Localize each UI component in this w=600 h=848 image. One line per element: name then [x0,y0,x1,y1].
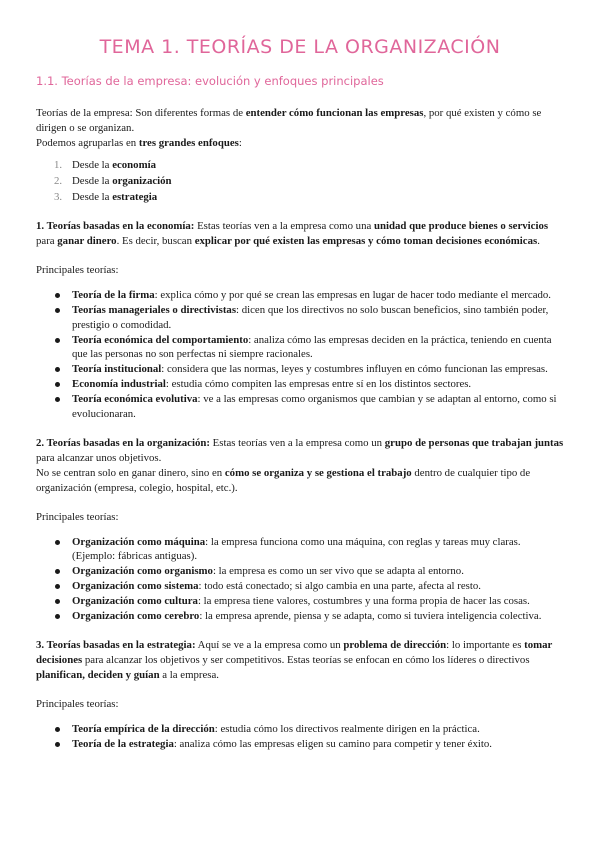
list-item [72,392,564,421]
document-body [36,106,564,752]
enfoque-text: Desde la [72,191,113,203]
list-item [72,303,564,332]
section-text: . [537,235,540,247]
enfoque-text: Desde la [72,175,113,187]
section-bold: tomar decisiones [36,639,553,667]
section3-theories-list [36,722,564,752]
theory-desc: : considera que las normas, leyes y costumbres influyen en cómo funcionan las empresas. [161,363,548,376]
page-title: TEMA 1. TEORÍAS DE LA ORGANIZACIÓN [99,36,501,58]
section-text: Aquí se ve a la empresa como un [195,639,344,652]
intro-text: Podemos agruparlas en [36,137,139,149]
section-text: Estas teorías ven a la empresa como un [209,436,385,449]
intro-paragraph [36,106,564,136]
section-text: . Es decir, buscan [116,235,195,247]
list-item [72,737,564,752]
enfoque-item [54,189,564,205]
theory-name: Teoría empírica de la dirección [72,723,215,736]
list-item [72,594,564,609]
list-item [72,579,564,594]
list-item [72,288,564,303]
section1-theories-list [36,288,564,421]
section-bold: grupo de personas que trabajan juntas [384,436,564,449]
section-subtitle: 1.1. Teorías de la empresa: evolución y enfoques principales [36,74,384,88]
section-bold: explicar por qué existen las empresas y cómo toman decisiones económicas [194,235,538,247]
list-item [72,362,564,377]
theory-name: Teoría económica evolutiva [72,393,198,406]
list-item [72,377,564,392]
theory-desc: : la empresa aprende, piensa y se adapta, como si tuviera inteligencia colectiva. [199,610,542,623]
section-text: Estas teorías ven a la empresa como una [194,220,374,232]
section2-paragraph-2 [36,466,564,496]
intro-paragraph [36,136,564,151]
theory-name: Organización como cultura [72,595,198,608]
section-text: para alcanzar los objetivos y ser competitivos. Estas teorías se enfocan en cómo los líderes o directivos [82,654,530,667]
enfoque-item [54,157,564,173]
section-bold: ganar dinero [57,235,117,247]
list-number: 2. [54,175,63,187]
section-text: para [36,235,58,247]
theory-desc: : analiza cómo las empresas deciden en la práctica, teniendo en cuenta que las personas no son perfectas ni siempre racionales. [72,333,552,361]
section1-paragraph [36,219,564,249]
theory-name: Organización como cerebro [72,610,200,623]
theory-desc: : ve a las empresas como organismos que cambian y se adaptan al entorno, como si evolucionaran. [72,393,557,420]
theory-desc: : estudia cómo compiten las empresas entre sí en los distintos sectores. [165,378,472,391]
theory-desc: : dicen que los directivos no solo buscan beneficios, sino también poder, prestigio o comodidad. [72,303,549,331]
section1-heading: 1. Teorías basadas en la economía: [36,220,195,232]
section-text: para alcanzar unos objetivos. [36,451,162,464]
enfoque-bold: estrategia [112,191,158,203]
section-bold: planifican, deciden y guían [36,669,160,682]
intro-text: : [238,137,242,149]
intro-bold: entender cómo funcionan las empresas [245,107,424,119]
section-text: : lo importante es [446,639,525,652]
section-text: a la empresa. [159,669,219,682]
theory-name: Teoría de la firma [72,289,155,301]
list-item [72,564,564,579]
theory-name: Teoría institucional [72,363,162,376]
list-number: 3. [54,191,63,203]
intro-text: , por qué existen y cómo se dirigen o se organizan. [36,107,542,134]
theory-desc: : explica cómo y por qué se crean las empresas en lugar de hacer todo mediante el mercado. [154,289,551,301]
section-bold: problema de dirección [343,639,447,652]
section3-paragraph [36,638,564,683]
theory-name: Organización como sistema [72,580,199,593]
theory-desc: : la empresa funciona como una máquina, con reglas y tareas muy claras. (Ejemplo: fábricas antiguas). [72,535,521,563]
theory-desc: : la empresa tiene valores, costumbres y una forma propia de hacer las cosas. [197,595,530,608]
section2-theories-list [36,535,564,624]
list-number: 1. [54,159,63,171]
theory-desc: : estudia cómo los directivos realmente dirigen en la práctica. [214,723,480,736]
theories-label: Principales teorías: [36,698,119,711]
enfoque-bold: economía [112,159,156,171]
theory-name: Organización como máquina [72,535,206,548]
intro-text: Teorías de la empresa: Son diferentes formas de [36,107,246,119]
list-item [72,609,564,624]
theory-desc: : todo está conectado; si algo cambia en una parte, afecta al resto. [198,580,481,593]
section3-heading: 3. Teorías basadas en la estrategia: [36,639,196,652]
theory-name: Teorías manageriales o directivistas [72,303,237,316]
theory-desc: : la empresa es como un ser vivo que se adapta al entorno. [212,565,464,578]
theory-desc: : analiza cómo las empresas eligen su camino para competir y tener éxito. [173,738,492,751]
theories-label: Principales teorías: [36,264,119,276]
theories-label: Principales teorías: [36,510,119,523]
theory-name: Organización como organismo [72,565,213,578]
section-text: No se centran solo en ganar dinero, sino en [36,466,225,479]
enfoque-text: Desde la [72,159,113,171]
section2-paragraph [36,436,564,466]
theory-name: Teoría económica del comportamiento [72,333,249,346]
enfoque-bold: organización [112,175,172,187]
section-bold: unidad que produce bienes o servicios [373,220,549,232]
theory-name: Teoría de la estrategia [72,738,174,751]
list-item [72,535,564,564]
list-item [72,722,564,737]
section-bold: cómo se organiza y se gestiona el trabajo [224,466,412,479]
enfoques-list [36,157,564,205]
list-item [72,333,564,362]
theory-name: Economía industrial [72,378,166,391]
enfoque-item [54,173,564,189]
intro-bold: tres grandes enfoques [138,137,239,149]
section-text: dentro de cualquier tipo de organización (empresa, colegio, hospital, etc.). [36,466,531,494]
section2-heading: 2. Teorías basadas en la organización: [36,436,210,449]
